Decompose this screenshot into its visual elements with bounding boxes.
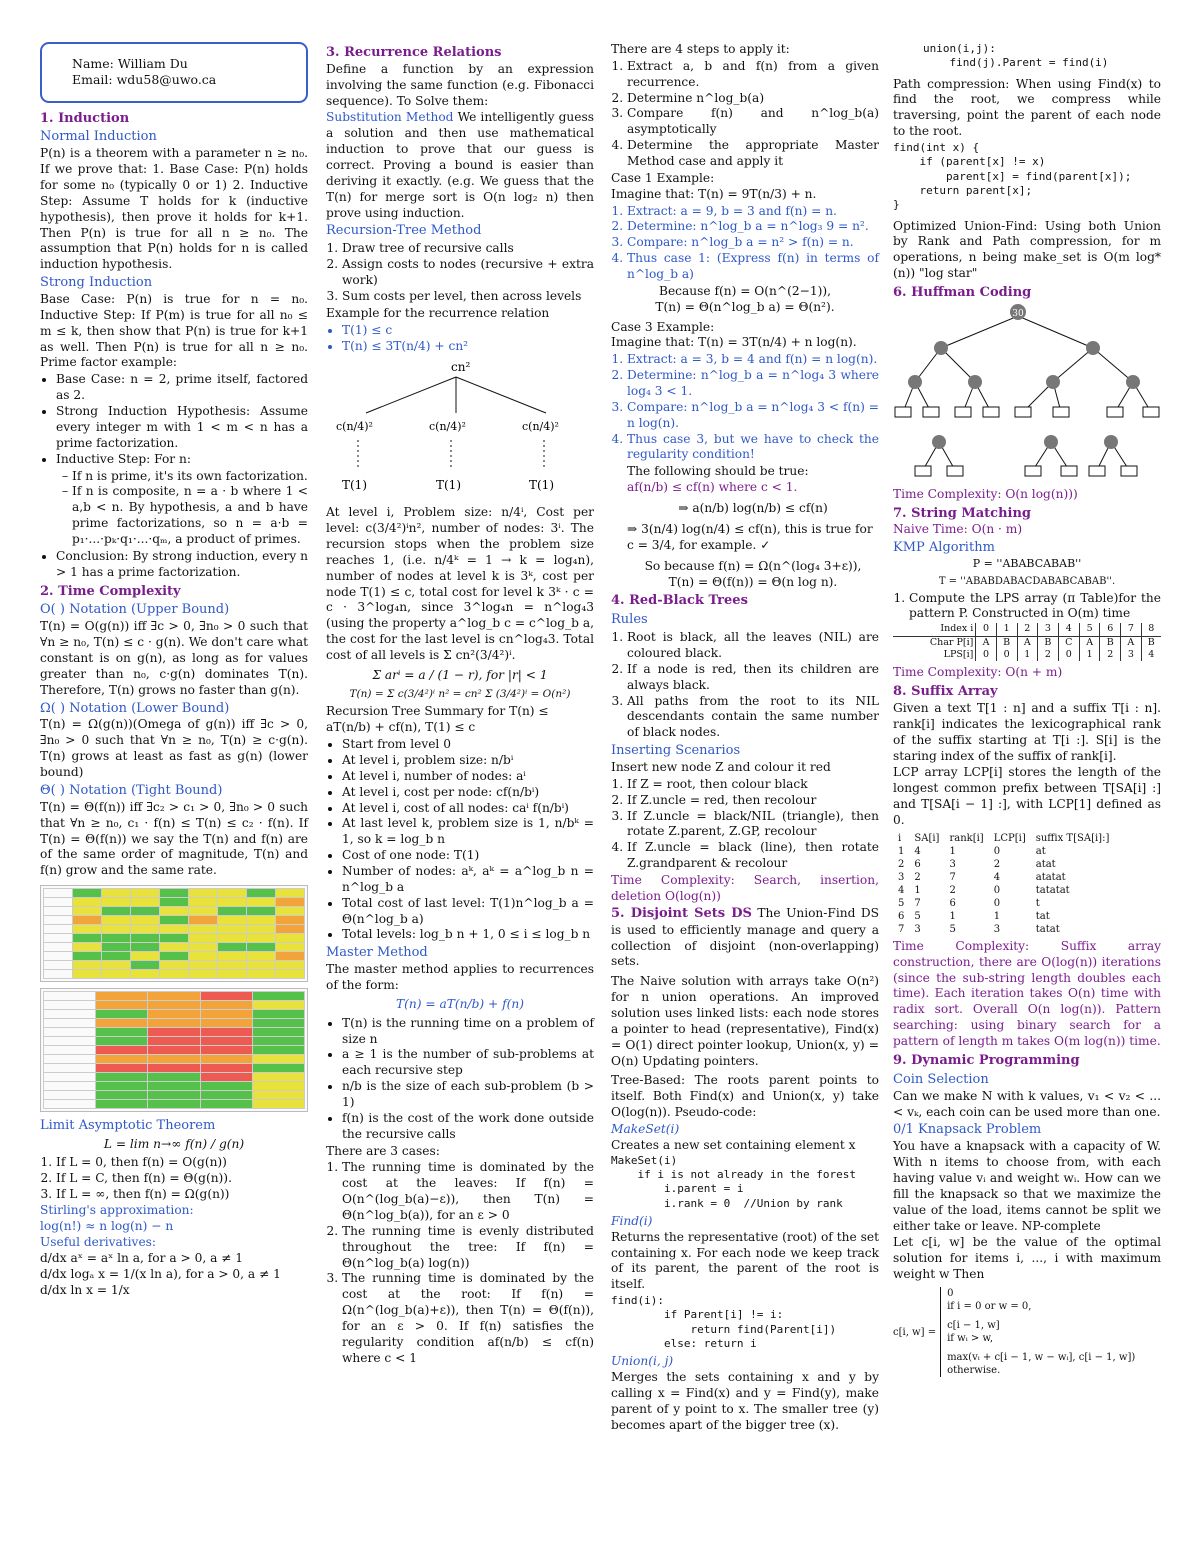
list-item: • T(n) ≤ 3T(n/4) + cn² <box>342 339 594 355</box>
table-cell: 1 <box>898 845 905 857</box>
limit-list <box>40 1155 308 1203</box>
list-item: • Base Case: n = 2, prime itself, factored as 2. <box>56 372 308 404</box>
table-cell: 3 <box>914 923 921 935</box>
knapsack-cases <box>940 1287 1135 1377</box>
table-header: suffix T[SA[i]:] <box>1035 832 1110 844</box>
table-cell: 5 <box>914 910 921 922</box>
table-row <box>893 845 1114 858</box>
table-cell: 1 <box>914 884 921 896</box>
table-cell: 6 <box>949 897 956 909</box>
knapsack-lhs: c[i, w] = <box>893 1326 937 1338</box>
case1-result: T(n) = Θ(n^log_b a) = Θ(n²). <box>655 299 835 314</box>
table-row <box>893 871 1114 884</box>
heading-recursion-tree: Recursion-Tree Method <box>326 223 482 239</box>
lcp-text: LCP array LCP[i] stores the length of the longest common prefix between T[SA[i] :] and T[SA[i − 1] :], with LCP[1] defined as 0. <box>893 765 1161 828</box>
list-item: 1. Root is black, all the leaves (NIL) are coloured black. <box>627 630 879 662</box>
heading-inserting: Inserting Scenarios <box>611 743 741 759</box>
huffman-leaf <box>895 407 911 417</box>
list-item: 3. All paths from the root to its NIL descendants contain the same number of black nodes. <box>627 694 879 742</box>
huffman-leaf <box>1015 407 1031 417</box>
huffman-leaf <box>1107 407 1123 417</box>
list-item: 1. Draw tree of recursive calls <box>342 241 594 257</box>
list-item: 3. If L = ∞, then f(n) = Ω(g(n)) <box>56 1187 308 1203</box>
heading-kmp: KMP Algorithm <box>893 540 995 556</box>
case3-title: Case 3 Example: <box>611 319 715 334</box>
table-cell: atat <box>1035 858 1056 870</box>
huffman-node <box>1104 435 1118 449</box>
column-3 <box>611 42 879 1435</box>
knapsack-recurrence <box>893 1287 1161 1377</box>
list-item: 4. If Z.uncle = black (line), then rotate Z.grandparent & recolour <box>627 840 879 872</box>
makeset-code: MakeSet(i) if i is not already in the forest i.parent = i i.rank = 0 //Union by rank <box>611 1153 857 1210</box>
section-induction: 1. Induction <box>40 110 130 126</box>
suffix-array-time-complexity: Time Complexity: Suffix array construction, there are O(log(n)) iterations (since the sub-string length doubles each time). Each iteration takes O(n) time with radix sort. Overall O(n log(n)). Pattern searching: using binary search for a pattern of length m takes O(m log(n)) time. <box>893 938 1161 1049</box>
section-red-black-trees: 4. Red-Black Trees <box>611 593 748 609</box>
list-item: 3. Compare: n^log_b a = n^log₄ 3 < f(n) = n log(n). <box>627 400 879 432</box>
complexity-grid-2 <box>43 991 305 1109</box>
case1-title: Case 1 Example: <box>611 170 715 185</box>
table-cell: 2 <box>949 884 956 896</box>
table-cell: A <box>1121 636 1142 649</box>
optimized-union-find-text: Optimized Union-Find: Using both Union by Rank and Path compression, for m operations, n being make_set is O(m log*(n)) "log star" <box>893 218 1161 281</box>
knapsack-case-value: 0 <box>947 1288 954 1300</box>
table-cell: 0 <box>993 897 1001 909</box>
big-o-text: T(n) = O(g(n)) iff ∃c > 0, ∃n₀ > 0 such that ∀n ≥ n₀, T(n) ≤ c · g(n). We don't care what constant is on g(n), as long as for values greater than n₀, c·g(n) dominates T(n). Therefore, T(n) grows no faster than g(n). <box>40 619 308 697</box>
case3-derivation <box>611 464 879 590</box>
knapsack-case-condition: otherwise. <box>947 1365 1001 1377</box>
table-row <box>893 858 1114 871</box>
table-cell: 5 <box>1079 623 1100 636</box>
theta-text: T(n) = Θ(f(n)) iff ∃c₂ > c₁ > 0, ∃n₀ > 0 such that ∀n ≥ n₀, c₁ · f(n) ≤ T(n) ≤ c₂ · f(n). If T(n) = Θ(f(n)) we say the T(n) and f(n) are of the same order of magnitude, T(n) and f(n) grow and the same rate. <box>40 799 308 878</box>
table-row <box>893 636 1161 649</box>
table-cell: at <box>1035 845 1046 857</box>
master-text: The master method applies to recurrences of the form: <box>326 962 594 992</box>
example-list <box>326 323 594 355</box>
list-item: • At level i, cost of all nodes: caⁱ f(n/bⁱ) <box>342 801 594 817</box>
knapsack-case-value: max(vᵢ + c[i − 1, w − wᵢ], c[i − 1, w]) <box>947 1352 1136 1364</box>
tree-leaf: T(1) <box>529 478 555 493</box>
disjoint-paragraph <box>611 906 879 970</box>
knapsack-case-value: c[i − 1, w] <box>947 1320 1000 1332</box>
huffman-leaf <box>1025 466 1041 476</box>
huffman-leaf <box>1061 466 1077 476</box>
heading-theta: Θ( ) Notation (Tight Bound) <box>40 782 223 798</box>
normal-induction-text: P(n) is a theorem with a parameter n ≥ n₀. If we prove that: 1. Base Case: P(n) holds for some n₀ (typically 0 or 1) 2. Inductive Step: Assume T holds for k (inductive hypothesis), then prove it holds for k+1. Then P(n) is true for all n ≥ n₀. The assumption that P(n) holds for n is called induction hypothesis. <box>40 146 308 272</box>
tree-edge <box>456 377 546 413</box>
list-item: • T(n) is the running time on a problem of size n <box>342 1016 594 1048</box>
case3-result: T(n) = Θ(f(n)) = Θ(n log n). <box>668 574 838 589</box>
list-item: • n/b is the size of each sub-problem (b > 1) <box>342 1079 594 1111</box>
table-header: i <box>898 832 902 844</box>
huffman-node <box>968 375 982 389</box>
complexity-table-image-2 <box>40 988 308 1112</box>
huffman-leaf <box>983 407 999 417</box>
name-box <box>40 42 308 103</box>
recurrence-text: Define a function by an expression involving the same function (e.g. Fibonacci sequence). To Solve them: <box>326 61 594 108</box>
table-cell: 1 <box>949 910 956 922</box>
list-item: 2. Assign costs to nodes (recursive + extra work) <box>342 257 594 289</box>
complexity-grid-1 <box>43 888 305 979</box>
huffman-node <box>1126 375 1140 389</box>
table-cell: A <box>976 636 997 649</box>
coin-text: Can we make N with k values, v₁ < v₂ < ... < vₖ, each coin can be used more than one. <box>893 1088 1161 1119</box>
example-label: Example for the recurrence relation <box>326 305 550 320</box>
list-item: 1. Compute the LPS array (π Table)for the pattern P. Constructed in O(m) time <box>909 591 1161 623</box>
table-row <box>893 923 1114 936</box>
summary-title: Recursion Tree Summary for T(n) ≤ aT(n/b) + cf(n), T(1) ≤ c <box>326 704 549 735</box>
rb-time-complexity: Time Complexity: Search, insertion, deletion O(log(n)) <box>611 873 879 903</box>
section-dynamic-programming: 9. Dynamic Programming <box>893 1052 1080 1068</box>
table-cell: tatat <box>1035 923 1060 935</box>
table-cell: 6 <box>898 910 905 922</box>
list-item: • a ≥ 1 is the number of sub-problems at each recursive step <box>342 1047 594 1079</box>
table-cell: 7 <box>898 923 905 935</box>
table-cell: 7 <box>914 897 921 909</box>
find-code: find(i): if Parent[i] != i: return find(Parent[i]) else: return i <box>611 1294 837 1351</box>
table-cell: 4 <box>1058 623 1079 636</box>
table-row <box>893 649 1161 661</box>
column-2 <box>326 42 594 1368</box>
table-cell: 2 <box>914 871 921 883</box>
substitution-text: We intelligently guess a solution and then use mathematical induction to prove that our guess is correct. Proving a bound is easier than deriving it exactly. (e.g. We guess that the T(n) for merge sort is O(n log₂ n) then prove using induction. <box>326 110 594 220</box>
table-cell: 3 <box>949 858 956 870</box>
table-cell: 5 <box>949 923 956 935</box>
makeset-text: Creates a new set containing element x <box>611 1137 856 1152</box>
huffman-node <box>934 341 948 355</box>
tree-based-text: Tree-Based: The roots parent points to itself. Both Find(x) and Union(x, y) take O(log(n)). Pseudo-code: <box>611 1073 879 1120</box>
case3-list <box>611 352 879 463</box>
table-cell: 2 <box>1100 649 1121 661</box>
list-item: 4. Thus case 1: (Express f(n) in terms of n^log_b a) <box>627 251 879 283</box>
case3-so: So because f(n) = Ω(n^(log₄ 3+ε)), <box>644 558 862 573</box>
list-item: 2. If Z.uncle = red, then recolour <box>627 793 879 809</box>
table-header: rank[i] <box>949 832 984 844</box>
derivative-2: d/dx logₐ x = 1/(x ln a), for a > 0, a ≠ 1 <box>40 1266 281 1281</box>
list-item: 2. Determine n^log_b(a) <box>627 91 879 107</box>
section-time-complexity: 2. Time Complexity <box>40 583 181 599</box>
geometric-formula: Σ arⁱ = a / (1 − r), for |r| < 1 <box>372 667 548 682</box>
disjoint-text: The Union-Find DS is used to efficiently manage and query a collection of disjoint (non-overlapping) sets. <box>611 905 880 969</box>
heading-limit-theorem: Limit Asymptotic Theorem <box>40 1118 216 1134</box>
table-cell: 1 <box>1079 649 1100 661</box>
list-item: 2. Determine: n^log_b a = n^log₃ 9 = n². <box>627 219 879 235</box>
section-suffix-array: 8. Suffix Array <box>893 684 998 700</box>
summary-list <box>326 737 594 943</box>
suffix-array-text: Given a text T[1 : n] and a suffix T[i : n]. rank[i] indicates the lexicographical rank of the suffix starting at T[i :]. S[i] is the staring index of the suffix of rank[i]. <box>893 701 1161 763</box>
huffman-tree-diagram <box>893 302 1161 482</box>
case3-imagine: Imagine that: T(n) = 3T(n/4) + n log(n). <box>611 335 857 350</box>
kmp-pattern: P = ''ABABCABAB'' <box>972 557 1082 571</box>
heading-rules: Rules <box>611 612 648 628</box>
find-text: Returns the representative (root) of the set containing x. For each node we keep track of its parent, the parent of the root is itself. <box>611 1229 879 1292</box>
list-item: • Start from level 0 <box>342 737 594 753</box>
insert-intro: Insert new node Z and colour it red <box>611 760 831 775</box>
kmp-text: T = ''ABABDABACDABABCABAB''. <box>938 575 1116 587</box>
huffman-node <box>1046 375 1060 389</box>
list-item: – If n is prime, it's its own factorization. <box>72 469 308 485</box>
table-row <box>893 884 1114 897</box>
section-huffman: 6. Huffman Coding <box>893 284 1032 300</box>
list-item: 4. Determine the appropriate Master Method case and apply it <box>627 138 879 170</box>
derivative-3: d/dx ln x = 1/x <box>40 1282 130 1297</box>
list-item: 1. Extract: a = 9, b = 3 and f(n) = n. <box>627 204 879 220</box>
huffman-node <box>932 435 946 449</box>
table-cell: 3 <box>1121 649 1142 661</box>
case3-implication-1: ⇒ a(n/b) log(n/b) ≤ cf(n) <box>678 501 828 516</box>
level-text: At level i, Problem size: n/4ⁱ, Cost per level: c(3/4²)ⁱn², number of nodes: 3ⁱ. The recursion stops when the problem size reaches 1, (i.e. n/4ᵏ = 1 → k = log₄n), number of nodes at level k is 3ᵏ, cost per node T(1) ≤ c, total cost for level k 3ᵏ · c = c · 3^log₄n, since 3^log₄n = n^log₄3 (using the property a^log_b c = c^log_b a, the cost for the last level is cn^log₄3. Total cost of all levels is Σ cn²(3/4²)ⁱ. <box>326 505 594 662</box>
list-item: • Number of nodes: aᵏ, aᵏ = a^log_b n = n^log_b a <box>342 864 594 896</box>
huffman-node <box>908 375 922 389</box>
knapsack-case-condition: if i = 0 or w = 0, <box>947 1301 1032 1313</box>
strong-induction-list <box>40 372 308 580</box>
huffman-time-complexity: Time Complexity: O(n log(n))) <box>893 486 1078 501</box>
heading-stirling: Stirling's approximation: <box>40 1203 194 1218</box>
knapsack-definition: Let c[i, w] be the value of the optimal solution for items i, ..., i with maximum weight w Then <box>893 1235 1161 1282</box>
table-cell: 0 <box>976 649 997 661</box>
table-cell: 7 <box>949 871 956 883</box>
list-item: • At last level k, problem size is 1, n/bᵏ = 1, so k = log_b n <box>342 816 594 848</box>
table-cell: 1 <box>993 910 1001 922</box>
list-item: 1. The running time is dominated by the cost at the leaves: If f(n) = O(n^(log_b(a)−ε)), then T(n) = Θ(n^log_b(a)), for an ε > 0 <box>342 1160 594 1223</box>
rules-list <box>611 630 879 741</box>
table-cell: 1 <box>1017 649 1038 661</box>
list-item: 3. Compare f(n) and n^log_b(a) asymptotically <box>627 106 879 138</box>
complexity-table-image-1 <box>40 885 308 982</box>
tree-edge <box>366 377 456 413</box>
master-list <box>326 1016 594 1143</box>
tree-leaf: T(1) <box>436 478 462 493</box>
path-compression-code: find(int x) { if (parent[x] != x) parent[x] = find(parent[x]); return parent[x]; } <box>893 141 1132 212</box>
table-cell: 0 <box>1058 649 1079 661</box>
heading-normal-induction: Normal Induction <box>40 129 157 145</box>
table-row <box>893 897 1114 910</box>
list-item: 3. The running time is dominated by the cost at the root: If f(n) = Ω(n^(log_b(a)+ε)), then T(n) = Θ(f(n)), for an ε > 0. If f(n) satisfies the regularity condition af(n/b) ≤ cf(n) where c < 1 <box>342 1271 594 1366</box>
table-cell: 4 <box>914 845 921 857</box>
tree-child: c(n/4)² <box>522 420 559 434</box>
table-cell: 2 <box>1017 623 1038 636</box>
cases-list <box>326 1160 594 1366</box>
union-code: union(i,j): find(j).Parent = find(i) <box>923 42 1109 70</box>
case3-follow: The following should be true: <box>627 464 809 479</box>
list-item: • Cost of one node: T(1) <box>342 848 594 864</box>
naive-text: The Naive solution with arrays take O(n²) for n union operations. An improved solution uses linked lists: each node stores a pointer to head (representative), Find(x) = O(1) direct pointer lookup, Union(x, y) = O(n) Updating pointers. <box>611 974 879 1068</box>
tn-formula: T(n) = Σ c(3/4²)ⁱ n² = cn² Σ (3/4²)ⁱ = O(n²) <box>349 687 571 700</box>
huffman-leaf <box>915 466 931 476</box>
suffix-array-table <box>893 832 1114 936</box>
table-cell: 3 <box>993 923 1001 935</box>
section-disjoint-sets: 5. Disjoint Sets DS <box>611 905 752 921</box>
list-item-text: Inductive Step: For n: <box>56 451 191 466</box>
case3-condition: af(n/b) ≤ cf(n) where c < 1. <box>627 480 798 495</box>
list-item: • At level i, cost per node: cf(n/bⁱ) <box>342 785 594 801</box>
strong-induction-text: Base Case: P(n) is true for n = n₀. Inductive Step: If P(m) is true for all n₀ ≤ m ≤ k, then show that P(n) is true for k+1 as well. Then P(n) is true for all n ≥ n₀. Prime factor example: <box>40 292 308 370</box>
huffman-leaf <box>1053 407 1069 417</box>
list-item: 3. Compare: n^log_b a = n² > f(n) = n. <box>627 235 879 251</box>
table-cell: B <box>996 636 1017 649</box>
case1-list <box>611 204 879 283</box>
table-cell: B <box>1100 636 1121 649</box>
table-row <box>893 910 1114 923</box>
union-text: Merges the sets containing x and y by calling x = Find(x) and y = Find(y), make parent of y point to x. The smaller tree (y) becomes apart of the bigger tree (x). <box>611 1370 879 1432</box>
table-cell: 0 <box>993 884 1001 896</box>
steps-title: There are 4 steps to apply it: <box>611 42 790 56</box>
table-row <box>893 832 1114 845</box>
case3-implication-2: ⇒ 3(n/4) log(n/4) ≤ cf(n), this is true for c = 3/4, for example. ✓ <box>627 521 873 552</box>
huffman-leaf <box>947 466 963 476</box>
table-cell: 2 <box>1038 649 1059 661</box>
table-cell: atatat <box>1035 871 1066 883</box>
kmp-time-complexity: Time Complexity: O(n + m) <box>893 665 1063 680</box>
heading-omega: Ω( ) Notation (Lower Bound) <box>40 700 230 716</box>
huffman-leaf <box>923 407 939 417</box>
list-item: 3. Sum costs per level, then across levels <box>342 289 594 305</box>
author-email: Email: wdu58@uwo.ca <box>72 72 217 88</box>
path-compression-text: Path compression: When using Find(x) to find the root, we compress while traversing, point the parent of each node to the root. <box>893 76 1161 139</box>
recursion-tree-diagram <box>326 355 594 500</box>
stirling-formula: log(n!) ≈ n log(n) − n <box>40 1219 174 1234</box>
tree-root: cn² <box>451 360 471 375</box>
table-cell: 8 <box>1141 623 1161 636</box>
list-item: • f(n) is the cost of the work done outside the recursive calls <box>342 1111 594 1143</box>
table-cell: LPS[i] <box>943 648 974 660</box>
knapsack-case-condition: if wᵢ > w, <box>947 1333 994 1345</box>
heading-find: Find(i) <box>611 1213 653 1228</box>
table-cell: 2 <box>993 858 1001 870</box>
heading-big-o: O( ) Notation (Upper Bound) <box>40 602 230 618</box>
knapsack-text: You have a knapsack with a capacity of W. With n items to choose from, with each having value vᵢ and weight wᵢ. How can we fill the knapsack so that we maximize the value of the load, items cannot be split we either take or leave. NP-complete <box>893 1139 1161 1233</box>
section-recurrence: 3. Recurrence Relations <box>326 45 502 60</box>
heading-union: Union(i, j) <box>611 1354 674 1369</box>
table-cell: 1 <box>949 845 956 857</box>
list-item: • Conclusion: By strong induction, every n > 1 has a prime factorization. <box>56 549 308 581</box>
table-header: SA[i] <box>914 832 940 844</box>
heading-derivatives: Useful derivatives: <box>40 1235 157 1250</box>
limit-formula: L = lim n→∞ f(n) / g(n) <box>103 1137 245 1151</box>
list-item: 1. Extract: a = 3, b = 4 and f(n) = n log(n). <box>627 352 879 368</box>
list-item: 3. If Z.uncle = black/NIL (triangle), then rotate Z.parent, Z.GP, recolour <box>627 809 879 841</box>
table-cell: 5 <box>898 897 905 909</box>
naive-time: Naive Time: O(n · m) <box>893 522 1023 537</box>
cases-title: There are 3 cases: <box>326 1143 440 1158</box>
table-cell: 4 <box>993 871 1001 883</box>
table-cell: tat <box>1035 910 1050 922</box>
case1-because: Because f(n) = O(n^(2−1)), <box>659 283 831 298</box>
heading-makeset: MakeSet(i) <box>611 1121 680 1136</box>
table-cell: 0 <box>993 845 1001 857</box>
table-cell: A <box>1079 636 1100 649</box>
insert-list <box>611 777 879 872</box>
recursion-tree-steps <box>326 241 594 304</box>
column-1 <box>40 42 308 1299</box>
omega-text: T(n) = Ω(g(n))(Omega of g(n)) iff ∃c > 0, ∃n₀ > 0 such that ∀n ≥ n₀, T(n) ≥ c·g(n). T(n) grows at least as fast as g(n) (lower bound) <box>40 717 308 780</box>
list-item: • Total levels: log_b n + 1, 0 ≤ i ≤ log_b n <box>342 927 594 943</box>
table-cell: Index i <box>893 623 976 636</box>
table-cell: 3 <box>898 871 905 883</box>
heading-coin-selection: Coin Selection <box>893 1071 989 1087</box>
tree-leaf: T(1) <box>342 478 368 493</box>
list-item: 2. If L = C, then f(n) = Θ(g(n)). <box>56 1171 308 1187</box>
list-item: 2. Determine: n^log_b a = n^log₄ 3 where log₄ 3 < 1. <box>627 368 879 400</box>
table-cell: t <box>1035 897 1040 909</box>
list-item: • Strong Induction Hypothesis: Assume every integer m with 1 < m < n has a prime factorization. <box>56 404 308 452</box>
list-item: • At level i, number of nodes: aⁱ <box>342 769 594 785</box>
kmp-steps <box>893 591 1161 623</box>
table-cell: tatatat <box>1035 884 1070 896</box>
list-item: 4. Thus case 3, but we have to check the regularity condition! <box>627 432 879 464</box>
heading-strong-induction: Strong Induction <box>40 275 153 291</box>
huffman-leaf <box>1089 466 1105 476</box>
heading-master-method: Master Method <box>326 945 428 961</box>
lps-table <box>893 623 1161 661</box>
table-row <box>893 623 1161 636</box>
table-cell: C <box>1058 636 1079 649</box>
master-formula: T(n) = aT(n/b) + f(n) <box>396 996 524 1011</box>
table-cell: Char P[i] <box>929 636 974 648</box>
heading-knapsack: 0/1 Knapsack Problem <box>893 1122 1042 1138</box>
table-cell: 6 <box>1100 623 1121 636</box>
heading-substitution: Substitution Method <box>326 110 454 125</box>
table-cell: 7 <box>1121 623 1142 636</box>
list-item: – If n is composite, n = a · b where 1 < a,b < n. By hypothesis, a and b have prime factorizations, so n = a·b = p₁·...·pₖ·q₁·...·qₘ, a product of primes. <box>72 484 308 547</box>
huffman-leaf <box>1121 466 1137 476</box>
list-item: 2. If a node is red, then its children are always black. <box>627 662 879 694</box>
list-item: • Total cost of last level: T(1)n^log_b a = Θ(n^log_b a) <box>342 896 594 928</box>
table-cell: 4 <box>1141 649 1161 661</box>
list-item: 2. The running time is evenly distributed throughout the tree: If f(n) = Θ(n^log_b(a) log(n)) <box>342 1224 594 1272</box>
list-item: 1. If Z = root, then colour black <box>627 777 879 793</box>
list-item <box>56 452 308 548</box>
table-cell: 6 <box>914 858 921 870</box>
table-header: LCP[i] <box>993 832 1026 844</box>
section-string-matching: 7. String Matching <box>893 505 1032 521</box>
sub-list <box>56 469 308 548</box>
tree-child: c(n/4)² <box>429 420 466 434</box>
case1-imagine: Imagine that: T(n) = 9T(n/3) + n. <box>611 186 817 201</box>
derivative-1: d/dx aˣ = aˣ ln a, for a > 0, a ≠ 1 <box>40 1251 244 1266</box>
huffman-node <box>1086 341 1100 355</box>
table-cell: B <box>1038 636 1059 649</box>
table-cell: 4 <box>898 884 905 896</box>
huffman-root-value: 30 <box>1012 308 1024 319</box>
huffman-node <box>1044 435 1058 449</box>
huffman-leaf <box>1143 407 1159 417</box>
huffman-leaf <box>955 407 971 417</box>
substitution-paragraph <box>326 110 594 221</box>
table-cell: 1 <box>996 623 1017 636</box>
tree-child: c(n/4)² <box>336 420 373 434</box>
table-cell: 0 <box>996 649 1017 661</box>
steps-list <box>611 59 879 170</box>
author-name: Name: William Du <box>72 56 188 71</box>
list-item: 1. Extract a, b and f(n) from a given recurrence. <box>627 59 879 91</box>
table-cell: B <box>1141 636 1161 649</box>
column-4 <box>893 42 1161 1377</box>
table-cell: 3 <box>1038 623 1059 636</box>
list-item: 1. If L = 0, then f(n) = O(g(n)) <box>56 1155 308 1171</box>
table-cell: 2 <box>898 858 905 870</box>
list-item: • At level i, problem size: n/bⁱ <box>342 753 594 769</box>
table-cell: A <box>1017 636 1038 649</box>
table-cell: 0 <box>976 623 997 636</box>
list-item: • T(1) ≤ c <box>342 323 594 339</box>
